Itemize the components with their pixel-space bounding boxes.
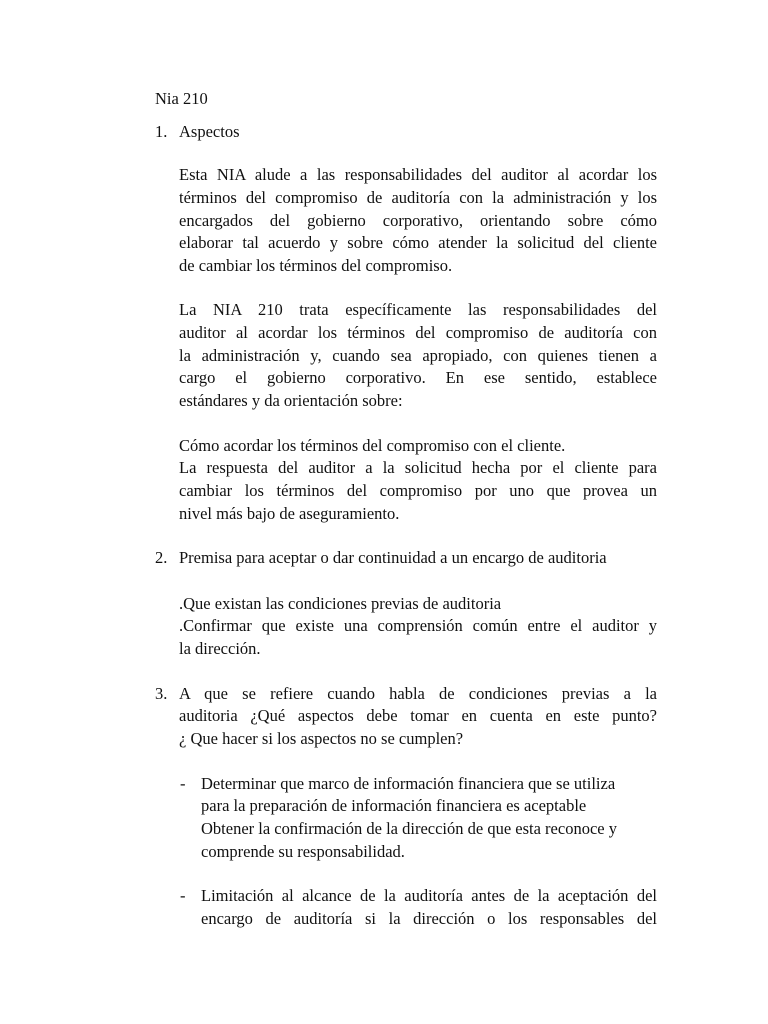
document-title: Nia 210	[155, 89, 208, 108]
bullet-2-marker: -	[180, 886, 186, 905]
bullet-1-line-2: para la preparación de información financiera es aceptable	[201, 796, 587, 815]
section-1-p1-line-4: elaborar tal acuerdo y sobre cómo atender la solicitud del cliente	[179, 233, 657, 252]
section-2-line-2: .Confirmar que existe una comprensión común entre el auditor y	[179, 616, 657, 635]
section-1-p1-line-1: Esta NIA alude a las responsabilidades del auditor al acordar los	[179, 165, 657, 184]
section-1-p3-line-1: Cómo acordar los términos del compromiso con el cliente.	[179, 436, 566, 455]
section-3-number: 3.	[155, 684, 168, 703]
section-1-p2-line-1: La NIA 210 trata específicamente las responsabilidades del	[179, 300, 657, 319]
bullet-2-line-1: Limitación al alcance de la auditoría antes de la aceptación del	[201, 886, 657, 905]
section-1-p3-line-3: cambiar los términos del compromiso por uno que provea un	[179, 481, 657, 500]
section-1-p2-line-4: cargo el gobierno corporativo. En ese sentido, establece	[179, 368, 657, 387]
section-1-p1-line-5: de cambiar los términos del compromiso.	[179, 256, 453, 275]
section-1-p1-line-3: encargados del gobierno corporativo, orientando sobre cómo	[179, 211, 657, 230]
section-1-p2-line-2: auditor al acordar los términos del compromiso de auditoría con	[179, 323, 657, 342]
section-1-number: 1.	[155, 122, 168, 141]
section-1-p3-line-2: La respuesta del auditor a la solicitud hecha por el cliente para	[179, 458, 657, 477]
section-2-heading: Premisa para aceptar o dar continuidad a un encargo de auditoria	[179, 548, 607, 567]
section-3-heading-line-2: auditoria ¿Qué aspectos debe tomar en cuenta en este punto?	[179, 706, 657, 725]
bullet-1-line-1: Determinar que marco de información financiera que se utiliza	[201, 774, 616, 793]
section-3-heading-line-3: ¿ Que hacer si los aspectos no se cumplen?	[179, 729, 464, 748]
section-3-heading-line-1: A que se refiere cuando habla de condiciones previas a la	[179, 684, 657, 703]
bullet-2-line-2: encargo de auditoría si la dirección o los responsables del	[201, 909, 657, 928]
bullet-1-marker: -	[180, 774, 186, 793]
bullet-1-line-3: Obtener la confirmación de la dirección de que esta reconoce y	[201, 819, 617, 838]
section-1-heading: Aspectos	[179, 122, 240, 141]
section-2-number: 2.	[155, 548, 168, 567]
section-2-line-1: .Que existan las condiciones previas de auditoria	[179, 594, 502, 613]
bullet-1-line-4: comprende su responsabilidad.	[201, 842, 405, 861]
section-1-p3-line-4: nivel más bajo de aseguramiento.	[179, 504, 400, 523]
section-1-p2-line-3: la administración y, cuando sea apropiado, con quienes tienen a	[179, 346, 657, 365]
section-1-p1-line-2: términos del compromiso de auditoría con la administración y los	[179, 188, 657, 207]
section-1-p2-line-5: estándares y da orientación sobre:	[179, 391, 403, 410]
section-2-line-3: la dirección.	[179, 639, 261, 658]
